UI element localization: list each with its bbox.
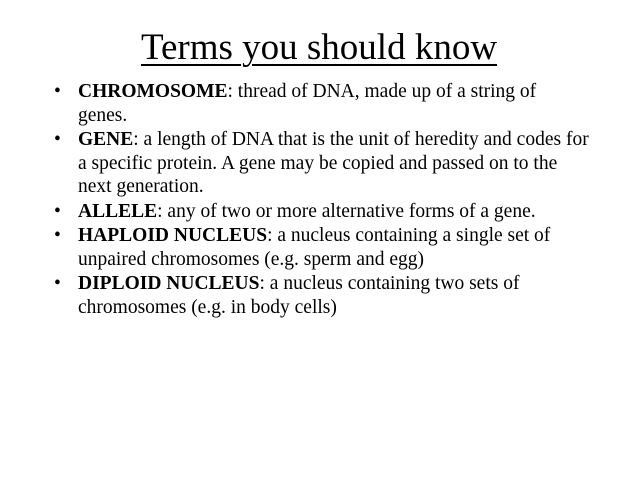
terms-list [50, 80, 590, 320]
term-name: GENE [78, 129, 134, 150]
term-definition: : any of two or more alternative forms of a gene. [157, 200, 536, 222]
term-item-diploid-nucleus [50, 272, 590, 319]
term-definition: : thread of DNA, made up of a string of genes. [78, 81, 537, 126]
term-name: CHROMOSOME [78, 81, 228, 102]
term-name: HAPLOID NUCLEUS [78, 225, 268, 246]
slide-title: Terms you should know [140, 27, 498, 68]
bullet-icon: • [54, 273, 61, 294]
term-name: ALLELE [78, 200, 158, 222]
term-definition: : a nucleus containing a single set of unpaired chromosomes (e.g. sperm and egg) [78, 225, 551, 270]
term-definition: : a length of DNA that is the unit of heredity and codes for a specific protein. A gene may be copied and passed on to the next generation. [78, 129, 589, 197]
bullet-icon: • [54, 200, 61, 222]
term-item-gene [50, 128, 590, 199]
term-item-haploid-nucleus [50, 224, 590, 271]
term-item-chromosome [50, 80, 590, 127]
term-name: DIPLOID NUCLEUS [78, 273, 260, 294]
term-item-allele [50, 200, 590, 224]
term-definition: : a nucleus containing two sets of chromosomes (e.g. in body cells) [78, 273, 520, 318]
bullet-icon: • [54, 225, 61, 246]
bullet-icon: • [54, 129, 61, 150]
bullet-icon: • [54, 81, 61, 102]
